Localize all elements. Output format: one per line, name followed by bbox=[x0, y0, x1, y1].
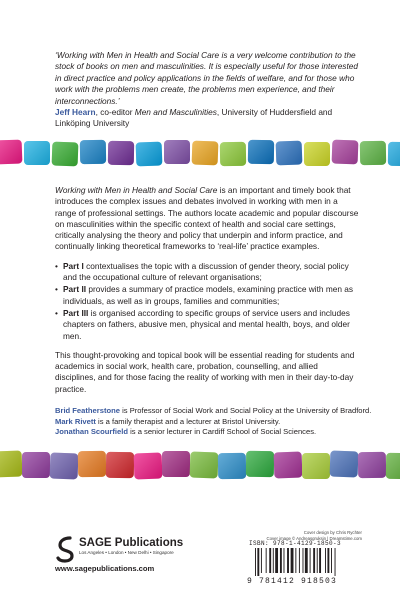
barcode-bar bbox=[284, 548, 285, 573]
part-text: contextualises the topic with a discussion of gender theory, social policy and the occupational culture of relevant organisations; bbox=[63, 260, 349, 283]
list-item bbox=[55, 261, 360, 284]
barcode-bar bbox=[287, 548, 289, 573]
barcode-digits: 9 781412 918503 bbox=[247, 577, 338, 586]
color-square bbox=[274, 452, 303, 479]
author-bios bbox=[55, 406, 375, 438]
list-item bbox=[55, 284, 360, 307]
barcode-bar bbox=[325, 548, 326, 573]
author-bio-text: is Professor of Social Work and Social Policy at the University of Bradford. bbox=[119, 406, 372, 415]
barcode-bar bbox=[261, 548, 262, 573]
color-square bbox=[162, 451, 190, 477]
barcode-bar bbox=[313, 548, 315, 573]
barcode-bar bbox=[291, 548, 294, 573]
barcode-bar bbox=[299, 548, 300, 573]
color-square bbox=[106, 452, 134, 478]
barcode-bar bbox=[310, 548, 311, 573]
parts-list bbox=[55, 261, 360, 342]
color-square bbox=[134, 453, 163, 480]
barcode-bar bbox=[327, 548, 329, 573]
author-name: Jonathan Scourfield bbox=[55, 427, 128, 436]
part-label: Part III bbox=[63, 307, 89, 318]
isbn-label: ISBN: 978-1-4129-1850-3 bbox=[249, 540, 342, 547]
color-square bbox=[136, 142, 163, 167]
part-text: provides a summary of practice models, examining practice with men as individuals, as well as in groups, families and communities; bbox=[63, 284, 354, 306]
part-label: Part I bbox=[63, 260, 84, 271]
sage-logo-icon bbox=[55, 535, 77, 563]
color-square bbox=[164, 140, 190, 164]
quote-publication: Men and Masculinities bbox=[134, 107, 217, 118]
quote-affiliation: , University of Huddersfield and Linköping University bbox=[55, 107, 333, 129]
color-square bbox=[24, 141, 50, 165]
barcode-bar bbox=[255, 548, 256, 576]
description-intro-text: is an important and timely book that introduces the complex issues and debates involved in working with men in a range of professional settings. The authors locate academic and popular discourse on masculinities within the specific context of health and social care settings, critically analysing the theory and policy that underpin and inform practice, and continually linking theoretical frameworks to ‘real-life’ practice examples. bbox=[55, 185, 359, 252]
barcode bbox=[247, 540, 369, 586]
barcode-bar bbox=[305, 548, 308, 573]
color-square bbox=[304, 142, 330, 166]
color-square bbox=[108, 141, 134, 165]
color-square bbox=[80, 140, 106, 164]
barcode-bar bbox=[273, 548, 274, 573]
color-square bbox=[330, 451, 359, 478]
color-square bbox=[0, 140, 22, 165]
cover-design-credit: Cover design by Chris Rychter bbox=[303, 530, 362, 535]
barcode-bar bbox=[257, 548, 259, 576]
author-bio bbox=[55, 406, 375, 417]
color-square bbox=[192, 141, 219, 166]
color-square bbox=[388, 142, 400, 166]
color-square bbox=[220, 142, 246, 166]
color-square bbox=[358, 452, 386, 478]
color-square bbox=[50, 453, 79, 480]
color-squares-top bbox=[0, 141, 400, 175]
color-squares-bottom bbox=[0, 452, 400, 486]
color-square bbox=[302, 453, 330, 479]
color-square bbox=[190, 452, 219, 479]
barcode-bar bbox=[331, 548, 332, 573]
barcode-bar bbox=[280, 548, 282, 573]
quote-role: , co-editor bbox=[95, 107, 135, 118]
publisher-url[interactable]: www.sagepublications.com bbox=[55, 564, 155, 573]
barcode-bar bbox=[275, 548, 278, 573]
barcode-bar bbox=[269, 548, 271, 573]
barcode-bar bbox=[266, 548, 267, 573]
quote-text: ‘Working with Men in Health and Social Care is a very welcome contribution to the stock of books on men and masculinities. It is especially useful for those interested in direct practice and policy applications in the fields of welfare, and for those who work with the problems men create, the problems men experience, and their interconnections.’ bbox=[55, 50, 358, 106]
author-bio bbox=[55, 427, 375, 438]
barcode-bar bbox=[319, 548, 321, 573]
author-name: Brid Featherstone bbox=[55, 406, 120, 415]
part-text: is organised according to specific groups of service users and includes chapters on fathers, abusive men, physical and mental health, boys, and older men. bbox=[63, 307, 350, 341]
color-square bbox=[78, 451, 106, 477]
color-square bbox=[52, 142, 79, 167]
color-square bbox=[218, 453, 246, 479]
author-bio-text: is a senior lecturer in Cardiff School of Social Sciences. bbox=[128, 427, 317, 436]
quote-author: Jeff Hearn bbox=[55, 107, 96, 118]
author-bio bbox=[55, 417, 375, 428]
cover-image-credit: Cover image © Andreasgruksin | Dreamstime.com bbox=[266, 535, 362, 541]
color-square bbox=[0, 451, 22, 478]
color-square bbox=[360, 141, 386, 165]
publisher-cities: Los Angeles • London • New Delhi • Singapore bbox=[79, 550, 174, 555]
part-label: Part II bbox=[63, 284, 87, 295]
color-square bbox=[22, 452, 50, 478]
description-intro bbox=[55, 185, 360, 253]
book-description bbox=[55, 185, 360, 403]
list-item bbox=[55, 308, 360, 342]
description-book-title: Working with Men in Health and Social Care bbox=[55, 185, 218, 195]
publisher-logo bbox=[55, 535, 225, 575]
barcode-bar bbox=[335, 548, 336, 576]
quote-source bbox=[55, 107, 360, 130]
endorsement-quote bbox=[55, 50, 360, 130]
barcode-bar bbox=[303, 548, 304, 573]
author-bio-text: is a family therapist and a lecturer at Bristol University. bbox=[95, 416, 281, 426]
color-square bbox=[246, 451, 274, 477]
description-closing: This thought-provoking and topical book will be essential reading for students and academics in social work, health care, probation, counselling, and allied disciplines, and for those facing the reality of working with men in their day-to-day practice. bbox=[55, 349, 355, 394]
publisher-name: SAGE Publications bbox=[79, 537, 184, 549]
barcode-bar bbox=[295, 548, 296, 573]
barcode-bar bbox=[317, 548, 318, 573]
color-square bbox=[386, 453, 400, 479]
barcode-bars bbox=[255, 548, 367, 576]
author-name: Mark Rivett bbox=[55, 416, 96, 426]
color-square bbox=[332, 140, 359, 165]
color-square bbox=[276, 141, 303, 166]
color-square bbox=[248, 140, 274, 164]
